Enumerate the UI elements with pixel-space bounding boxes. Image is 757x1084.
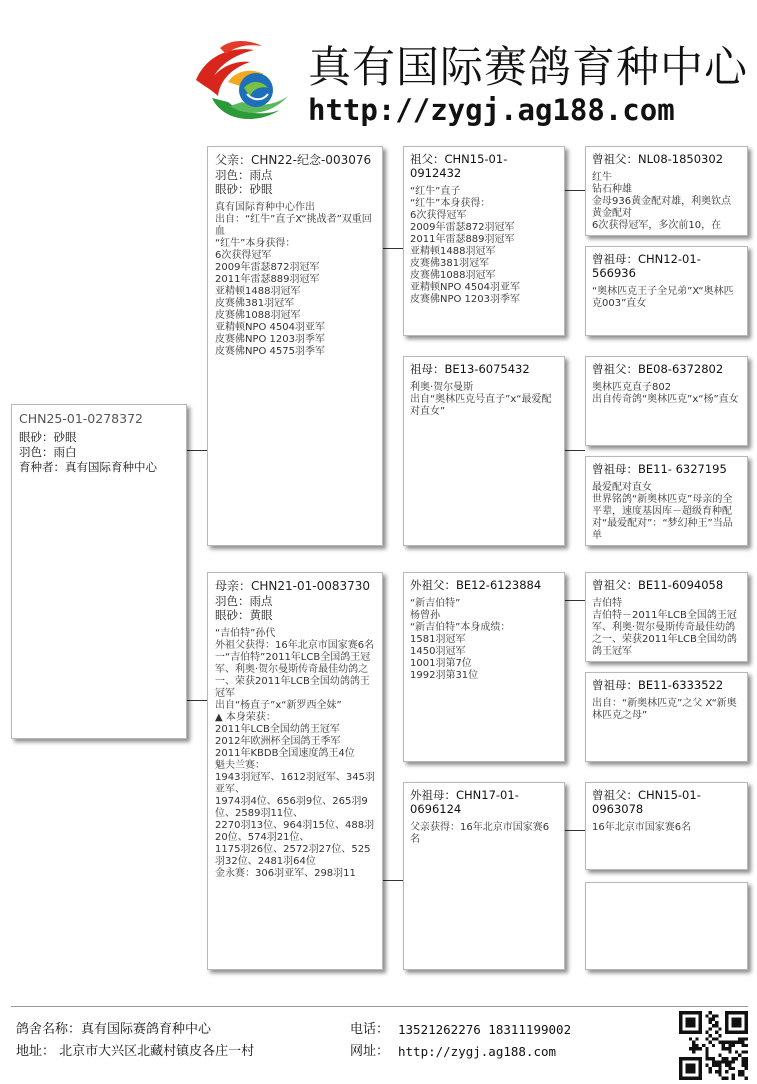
subject-ring: CHN25-01-0278372 — [19, 411, 143, 426]
great-grandparent-notes: 吉伯特 吉伯特－2011年LCB全国鸽王冠军、利奥·贺尔曼斯传奇最佳幼鸽之一、荣获2011年LCB全国幼鸽鸽王冠军 — [592, 598, 737, 657]
great-grandparent-title: 曾祖母：BE11- 6327195 — [592, 462, 727, 476]
dam-name: 母亲：CHN21-01-0083730 — [215, 579, 371, 593]
great-grandparent-card — [585, 672, 748, 762]
connector-line — [383, 248, 403, 249]
footer-loft: 鸽舍名称：真有国际赛鸽育种中心 — [16, 1022, 212, 1037]
footer-divider — [11, 1006, 748, 1007]
connector-line — [565, 190, 585, 191]
great-grandparent-title: 曾祖父：BE08-6372802 — [592, 362, 724, 376]
great-grandparent-notes: 红牛 钻石种雄 金母936黄金配对雄，利奥钦点黄金配对 6次获得冠军，多次前10，在 — [592, 172, 732, 231]
connector-line — [565, 830, 585, 831]
great-grandparent-title: 曾祖母：CHN12-01-566936 — [592, 252, 701, 280]
connector-line — [565, 450, 585, 451]
brand-url: http://zygj.ag188.com — [308, 93, 675, 127]
subject-card — [11, 404, 187, 739]
footer-site[interactable]: http://zygj.ag188.com — [398, 1044, 557, 1059]
great-grandparent-title: 曾祖父：NL08-1850302 — [592, 152, 724, 166]
dam-eye: 眼砂：黄眼 — [215, 608, 273, 622]
great-grandparent-title: 曾祖父：BE11-6094058 — [592, 578, 724, 592]
great-grandparent-notes: 出自：“新奥林匹克”之父 X“新奥林匹克之母” — [592, 698, 737, 721]
paternal-granddam-notes: 利奥·贺尔曼斯 出自“奥林匹克号直子”x“最爱配对直女” — [410, 382, 552, 417]
footer-phone-label: 电话： — [350, 1022, 390, 1037]
great-grandparent-card — [585, 246, 748, 336]
subject-eye: 眼砂：砂眼 — [19, 430, 77, 444]
great-grandparent-notes: 16年北京市国家赛6名 — [592, 822, 692, 833]
paternal-granddam-title: 祖母：BE13-6075432 — [410, 362, 530, 376]
maternal-granddam-title: 外祖母：CHN17-01-0696124 — [410, 788, 519, 816]
great-grandparent-card — [585, 356, 748, 446]
great-grandparent-card — [585, 882, 748, 970]
sire-name: 父亲：CHN22-纪念-003076 — [215, 153, 372, 167]
subject-breeder: 育种者：真有国际育种中心 — [19, 460, 157, 474]
paternal-granddam-card — [403, 356, 565, 546]
connector-line — [565, 600, 585, 601]
maternal-granddam-notes: 父亲获得：16年北京市国家赛6名 — [410, 822, 550, 845]
great-grandparent-card — [585, 146, 748, 236]
great-grandparent-notes: 奥林匹克直子802 出自传奇鸽“奥林匹克”x“杨”直女 — [592, 382, 739, 405]
sire-card — [207, 146, 383, 546]
subject-color: 羽色：雨白 — [19, 445, 77, 459]
footer-site-label: 网址： — [350, 1044, 390, 1059]
paternal-grandsire-notes: “红牛”直子 “红牛”本身获得： 6次获得冠军 2009年雷瑟872羽冠军 2011年雷瑟889羽冠军 亚精顿1488羽冠军 皮赛佛381羽冠军 皮赛佛1088羽冠军 亚精顿NPO 4504羽亚军 皮赛佛NPO 1203羽季军 — [410, 186, 521, 305]
connector-line — [187, 450, 207, 451]
paternal-grandsire-card — [403, 146, 565, 336]
great-grandparent-title: 曾祖父：CHN15-01-0963078 — [592, 788, 701, 816]
maternal-grandsire-card — [403, 572, 565, 762]
connector-line — [187, 700, 207, 701]
sire-color: 羽色：雨点 — [215, 168, 273, 182]
dam-color: 羽色：雨点 — [215, 594, 273, 608]
footer-address: 地址： 北京市大兴区北藏村镇皮各庄一村 — [16, 1044, 255, 1059]
brand-title: 真有国际赛鸽育种中心 — [308, 43, 748, 93]
great-grandparent-notes: “奥林匹克王子全兄弟”X“奥林匹克003”直女 — [592, 286, 734, 309]
maternal-granddam-card — [403, 782, 565, 970]
maternal-grandsire-notes: “新吉伯特” 杨曾孙 “新吉伯特”本身成绩： 1581羽冠军 1450羽冠军 1001羽第7位 1992羽第31位 — [410, 598, 511, 681]
dam-card — [207, 572, 383, 970]
dam-notes: “吉伯特”孙代 外祖父获得：16年北京市国家赛6名 一“吉伯特”2011年LCB全国鸽王冠军、利奥·贺尔曼斯传奇最佳幼鸽之一、荣获2011年LCB全国幼鸽鸽王冠军 出自“杨直子”x“新罗西全妹” ▲ 本身荣获： 2011年LCB全国幼鸽王冠军 2012年欧洲杯全国鸽王季军 2011年KBDB全国速度鸽王4位 魁夫兰赛： 1943羽冠军、1612羽冠军、345羽亚军、 1974羽4位、656羽9位、265羽9位、2589羽11位、 2270羽13位、964羽15位、488羽20位、574羽21位、 1175羽26位、2572羽27位、525羽32位、2481羽64位 金永赛：306羽亚军、298羽11 — [215, 628, 375, 879]
great-grandparent-card — [585, 456, 748, 546]
connector-line — [383, 880, 403, 881]
great-grandparent-notes: 最爱配对直女 世界铭鸽“新奥林匹克”母亲的全平辈，速度基因库－超级育种配对“最爱配对”：“梦幻种王”当品单 — [592, 482, 733, 541]
maternal-grandsire-title: 外祖父：BE12-6123884 — [410, 578, 542, 592]
great-grandparent-card — [585, 782, 748, 870]
great-grandparent-card — [585, 572, 748, 662]
qr-code-icon — [679, 1011, 748, 1080]
sire-eye: 眼砂：砂眼 — [215, 182, 273, 196]
logo-icon — [192, 40, 300, 126]
sire-notes: 真有国际育种中心作出 出自：“红牛”直子X“挑战者”双重回血 “红牛”本身获得： 6次获得冠军 2009年雷瑟872羽冠军 2011年雷瑟889羽冠军 亚精顿1488羽冠军 皮赛佛381羽冠军 皮赛佛1088羽冠军 亚精顿NPO 4504羽亚军 皮赛佛NPO 1203羽季军 皮赛佛NPO 4575羽季军 — [215, 202, 372, 357]
footer-phone: 13521262276 18311199002 — [398, 1022, 572, 1037]
great-grandparent-title: 曾祖母：BE11-6333522 — [592, 678, 724, 692]
paternal-grandsire-title: 祖父：CHN15-01-0912432 — [410, 152, 508, 180]
